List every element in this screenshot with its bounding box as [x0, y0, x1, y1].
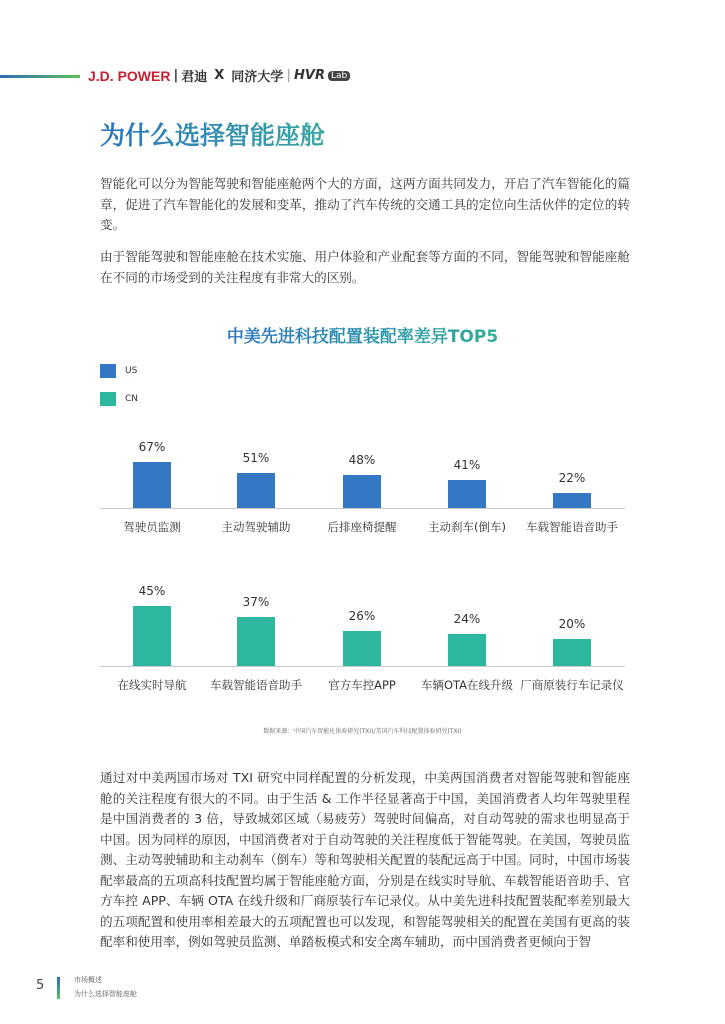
- data-source: 数据来源：中国汽车智能化体验研究(TXI)/美国汽车科技配置体验研究(TXI): [263, 728, 462, 735]
- footer-section: 市场概述: [74, 976, 102, 984]
- jd-power-logo: J.D. POWER: [88, 67, 171, 84]
- category-label: 车载智能语音助手: [526, 520, 618, 534]
- bar-cn: [448, 634, 486, 666]
- data-label: 41%: [453, 457, 481, 472]
- category-label: 官方车控APP: [328, 678, 396, 692]
- header-accent-line: [0, 75, 80, 78]
- bar-us: [237, 473, 275, 508]
- paragraph-1: 智能化可以分为智能驾驶和智能座舱两个大的方面，这两方面共同发力，开启了汽车智能化的篇章，促进了汽车智能化的发展和变革，推动了汽车传统的交通工具的定位向生活伙伴的定位的转变。: [100, 176, 630, 232]
- data-label: 67%: [138, 439, 166, 454]
- category-label: 厂商原装行车记录仪: [520, 678, 624, 692]
- data-label: 26%: [348, 609, 376, 624]
- bar-us: [553, 493, 591, 508]
- bar-cn: [133, 606, 171, 666]
- legend-swatch-us: [100, 364, 116, 378]
- bar-us: [133, 462, 171, 508]
- legend-label-us: US: [125, 366, 138, 376]
- lab-badge: Lab: [328, 71, 350, 81]
- page-number: 5: [36, 978, 45, 993]
- chart-title: 中美先进科技配置装配率差异TOP5: [226, 327, 499, 347]
- page-title: 为什么选择智能座舱: [100, 116, 325, 152]
- bar-cn: [343, 631, 381, 666]
- category-label: 主动驾驶辅助: [221, 520, 291, 534]
- data-label: 45%: [138, 584, 166, 599]
- category-label: 后排座椅提醒: [327, 520, 397, 534]
- paragraph-3: 通过对中美两国市场对 TXI 研究中同样配置的分析发现，中美两国消费者对智能驾驶和智能座舱的关注程度有很大的不同。由于生活 & 工作半径显著高于中国，美国消费者人均年驾驶里程是中国消费者的 3 倍，导致城郊区域（易疲劳）驾驶时间偏高，对自动驾驶的需求也明显高于中国。因为同样的原因，中国消费者对于自动驾驶的关注程度低于智能驾驶。在美国，驾驶员监测、主动驾驶辅助和主动刹车（倒车）等和驾驶相关配置的装配远高于中国。同时，中国市场装配率最高的五项高科技配置均属于智能座舱方面，分别是在线实时导航、车载智能语音助手、官方车控 APP、车辆 OTA 在线升级和厂商原装行车记录仪。从中美先进科技配置装配率差别最大的五项配置和使用率相差最大的五项配置也可以发现，和智能驾驶相关的配置在美国有更高的装配率和使用率，例如驾驶员监测、单踏板模式和安全离车辅助，而中国消费者更倾向于智: [100, 770, 630, 949]
- data-label: 48%: [348, 452, 376, 467]
- bar-us: [343, 475, 381, 508]
- jd-cn-name: 君迪: [181, 70, 208, 85]
- category-label: 车载智能语音助手: [210, 678, 302, 692]
- header-logos: J.D. POWER | 君迪 X 同济大学 | HVR Lab: [88, 66, 350, 85]
- tongji-logo: 同济大学: [231, 70, 284, 85]
- x-axis-line: [100, 666, 625, 667]
- category-label: 车辆OTA在线升级: [420, 678, 514, 692]
- footer-accent-bar: [57, 977, 60, 999]
- data-label: 24%: [453, 612, 481, 627]
- hvr-logo: HVR: [294, 68, 325, 83]
- paragraph-2: 由于智能驾驶和智能座舱在技术实施、用户体验和产业配套等方面的不同，智能驾驶和智能座舱在不同的市场受到的关注程度有非常大的区别。: [100, 249, 630, 285]
- category-label: 在线实时导航: [117, 678, 187, 692]
- legend-swatch-cn: [100, 392, 116, 406]
- bar-cn: [553, 639, 591, 666]
- data-label: 51%: [242, 450, 270, 465]
- bar-us: [448, 480, 486, 508]
- data-label: 22%: [558, 470, 586, 485]
- data-label: 20%: [558, 617, 586, 632]
- category-label: 主动刹车(倒车): [428, 520, 506, 534]
- footer-subsection: 为什么选择智能座舱: [74, 990, 137, 998]
- bar-cn: [237, 617, 275, 666]
- x-axis-line: [100, 508, 625, 509]
- brand-x: X: [214, 68, 225, 83]
- data-label: 37%: [242, 594, 270, 609]
- category-label: 驾驶员监测: [123, 520, 181, 534]
- legend-label-cn: CN: [125, 394, 139, 404]
